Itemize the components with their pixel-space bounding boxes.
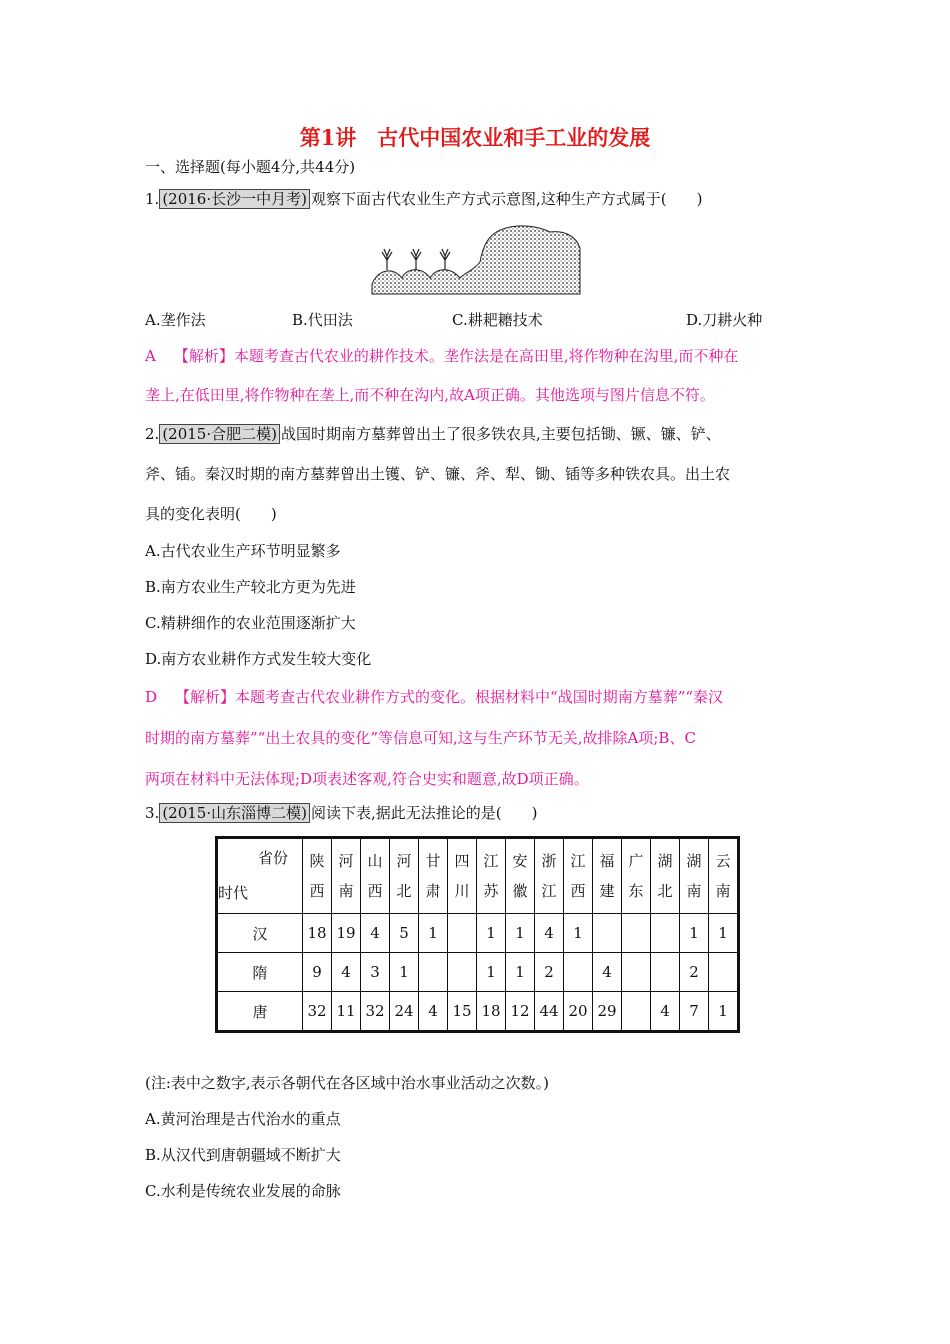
analysis-text: 【解析】本题考查古代农业耕作方式的变化。根据材料中“战国时期南方墓葬”“秦汉	[175, 688, 724, 706]
table-cell: 20	[564, 992, 593, 1032]
province-header: 湖 南	[680, 838, 709, 914]
table-cell: 4	[361, 914, 390, 953]
answer-label: A	[145, 347, 156, 365]
answer-label: D	[145, 688, 158, 706]
province-header: 河 北	[390, 838, 419, 914]
era-cell: 隋	[217, 953, 303, 992]
table-header-row	[217, 838, 739, 914]
table-cell: 7	[680, 992, 709, 1032]
table-cell: 2	[680, 953, 709, 992]
question-3	[145, 802, 537, 823]
table-cell: 4	[332, 953, 361, 992]
question-2-line-3: 具的变化表明( )	[145, 505, 277, 523]
q2-analysis-line-1	[145, 686, 723, 707]
question-number: 1.	[145, 190, 160, 208]
table-cell: 1	[477, 953, 506, 992]
table-cell	[622, 992, 651, 1032]
table-cell: 2	[535, 953, 564, 992]
source-tag: (2015·合肥二模)	[159, 424, 280, 444]
table-cell: 18	[303, 914, 332, 953]
table-row	[217, 992, 739, 1032]
q1-option-d[interactable]: D.刀耕火种	[686, 311, 763, 329]
province-header: 湖 北	[651, 838, 680, 914]
header-province-label: 省份	[257, 849, 288, 867]
q2-option-c[interactable]: C.精耕细作的农业范围逐渐扩大	[145, 614, 356, 632]
question-number: 2.	[145, 425, 160, 443]
table-cell	[709, 953, 739, 992]
q1-option-c[interactable]: C.耕耙耱技术	[452, 311, 543, 329]
era-cell: 汉	[217, 914, 303, 953]
table-cell: 4	[535, 914, 564, 953]
province-header: 山 西	[361, 838, 390, 914]
table-cell	[622, 914, 651, 953]
question-1	[145, 188, 702, 209]
table-cell: 1	[419, 914, 448, 953]
table-cell	[651, 953, 680, 992]
table-cell: 29	[593, 992, 622, 1032]
table-cell: 1	[709, 914, 739, 953]
province-header: 江 苏	[477, 838, 506, 914]
province-header: 四 川	[448, 838, 477, 914]
q1-analysis-line-1	[145, 345, 738, 366]
table-note: (注:表中之数字,表示各朝代在各区域中治水事业活动之次数。)	[145, 1074, 550, 1092]
era-cell: 唐	[217, 992, 303, 1032]
q2-analysis-line-2: 时期的南方墓葬”“出土农具的变化”等信息可知,这与生产环节无关,故排除A项;B、C	[145, 729, 696, 747]
table-cell: 44	[535, 992, 564, 1032]
question-number: 3.	[145, 804, 160, 822]
table-cell	[564, 953, 593, 992]
section-heading: 一、选择题(每小题4分,共44分)	[145, 158, 356, 176]
q1-analysis-line-2: 垄上,在低田里,将作物种在垄上,而不种在沟内,故A项正确。其他选项与图片信息不符。	[145, 386, 715, 404]
table-cell: 9	[303, 953, 332, 992]
province-header: 甘 肃	[419, 838, 448, 914]
table-cell: 1	[680, 914, 709, 953]
question-text: 阅读下表,据此无法推论的是( )	[310, 804, 538, 822]
table-cell: 4	[651, 992, 680, 1032]
q1-option-a[interactable]: A.垄作法	[145, 311, 206, 329]
table-cell: 15	[448, 992, 477, 1032]
table-cell: 1	[477, 914, 506, 953]
table-row	[217, 914, 739, 953]
sprouts	[382, 249, 450, 270]
table-cell: 1	[506, 953, 535, 992]
province-header: 陕 西	[303, 838, 332, 914]
table-cell: 12	[506, 992, 535, 1032]
table-cell	[419, 953, 448, 992]
source-tag: (2015·山东淄博二模)	[159, 803, 310, 823]
table-cell	[651, 914, 680, 953]
question-text: 观察下面古代农业生产方式示意图,这种生产方式属于( )	[310, 190, 703, 208]
table-cell: 11	[332, 992, 361, 1032]
province-header: 浙 江	[535, 838, 564, 914]
question-text: 战国时期南方墓葬曾出土了很多铁农具,主要包括锄、镢、镰、铲、	[280, 425, 721, 443]
province-header: 安 徽	[506, 838, 535, 914]
q2-option-b[interactable]: B.南方农业生产较北方更为先进	[145, 578, 356, 596]
province-header: 福 建	[593, 838, 622, 914]
table-cell: 3	[361, 953, 390, 992]
province-header: 河 南	[332, 838, 361, 914]
province-header: 广 东	[622, 838, 651, 914]
province-header: 云 南	[709, 838, 739, 914]
q2-option-a[interactable]: A.古代农业生产环节明显繁多	[145, 542, 341, 560]
water-works-table	[215, 836, 740, 1033]
question-2-line-2: 斧、锸。秦汉时期的南方墓葬曾出土镬、铲、镰、斧、犁、锄、锸等多种铁农具。出土农	[145, 465, 731, 483]
table-cell: 1	[390, 953, 419, 992]
table-cell: 4	[419, 992, 448, 1032]
analysis-text: 【解析】本题考查古代农业的耕作技术。垄作法是在高田里,将作物种在沟里,而不种在	[173, 347, 739, 365]
q3-option-c[interactable]: C.水利是传统农业发展的命脉	[145, 1182, 341, 1200]
source-tag: (2016·长沙一中月考)	[159, 189, 310, 209]
table-cell	[448, 953, 477, 992]
q2-option-d[interactable]: D.南方农业耕作方式发生较大变化	[145, 650, 372, 668]
ridge-farming-illustration	[370, 222, 582, 298]
q1-option-b[interactable]: B.代田法	[292, 311, 353, 329]
table-corner-header	[217, 838, 303, 914]
table-cell: 19	[332, 914, 361, 953]
table-row	[217, 953, 739, 992]
table-cell: 1	[506, 914, 535, 953]
province-header: 江 西	[564, 838, 593, 914]
table-cell	[622, 953, 651, 992]
q2-analysis-line-3: 两项在材料中无法体现;D项表述客观,符合史实和题意,故D项正确。	[145, 770, 589, 788]
table-cell: 5	[390, 914, 419, 953]
table-cell: 4	[593, 953, 622, 992]
table-cell	[448, 914, 477, 953]
question-2	[145, 423, 721, 444]
q3-option-a[interactable]: A.黄河治理是古代治水的重点	[145, 1110, 341, 1128]
table-cell: 32	[361, 992, 390, 1032]
page-title: 第1讲 古代中国农业和手工业的发展	[299, 125, 651, 150]
table-cell: 1	[564, 914, 593, 953]
table-cell: 24	[390, 992, 419, 1032]
table-cell: 32	[303, 992, 332, 1032]
header-era-label: 时代	[218, 884, 249, 902]
table-cell: 1	[709, 992, 739, 1032]
table-cell: 18	[477, 992, 506, 1032]
q3-option-b[interactable]: B.从汉代到唐朝疆域不断扩大	[145, 1146, 341, 1164]
table-cell	[593, 914, 622, 953]
